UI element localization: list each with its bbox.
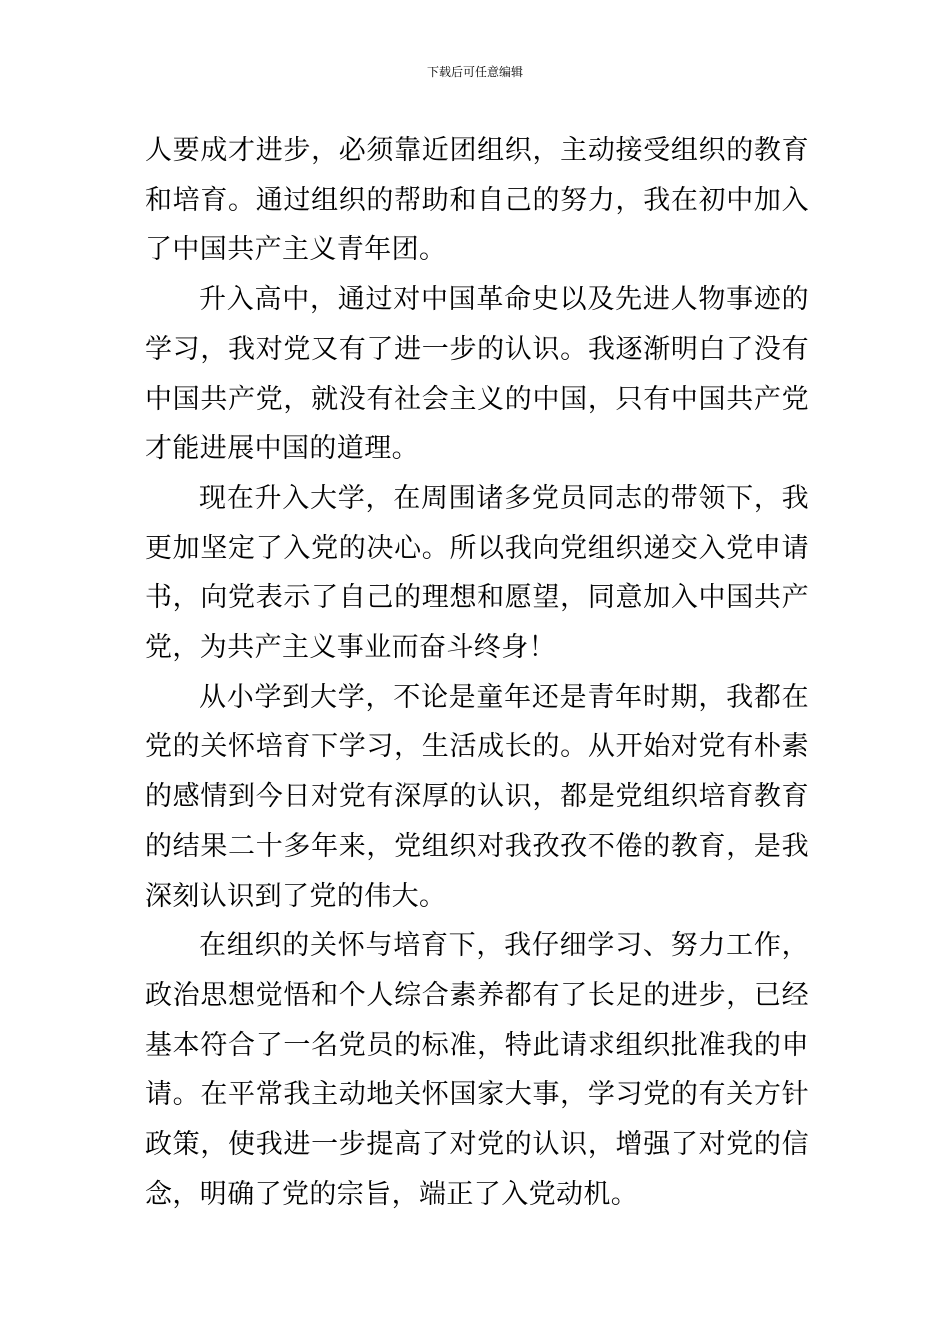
paragraph-1: 人要成才进步，必须靠近团组织，主动接受组织的教育和培育。通过组织的帮助和自己的努力，我在初中加入了中国共产主义青年团。 — [145, 135, 809, 266]
page-header: 下载后可任意编辑 — [426, 65, 523, 79]
document-body — [145, 126, 809, 1219]
paragraph-4: 从小学到大学，不论是童年还是青年时期，我都在党的关怀培育下学习，生活成长的。从开始对党有朴素的感情到今日对党有深厚的认识，都是党组织培育教育的结果二十多年来，党组织对我孜孜不倦的教育，是我深刻认识到了党的伟大。 — [145, 681, 809, 912]
paragraph-3: 现在升入大学，在周围诸多党员同志的带领下，我更加坚定了入党的决心。所以我向党组织递交入党申请书，向党表示了自己的理想和愿望，同意加入中国共产党，为共产主义事业而奋斗终身！ — [145, 482, 809, 664]
paragraph-2: 升入高中，通过对中国革命史以及先进人物事迹的学习，我对党又有了进一步的认识。我逐渐明白了没有中国共产党，就没有社会主义的中国，只有中国共产党才能进展中国的道理。 — [145, 284, 809, 465]
paragraph-5: 在组织的关怀与培育下，我仔细学习、努力工作，政治思想觉悟和个人综合素养都有了长足的进步，已经基本符合了一名党员的标准，特此请求组织批准我的申请。在平常我主动地关怀国家大事，学习党的有关方针政策，使我进一步提高了对党的认识，增强了对党的信念，明确了党的宗旨，端正了入党动机。 — [145, 930, 809, 1210]
